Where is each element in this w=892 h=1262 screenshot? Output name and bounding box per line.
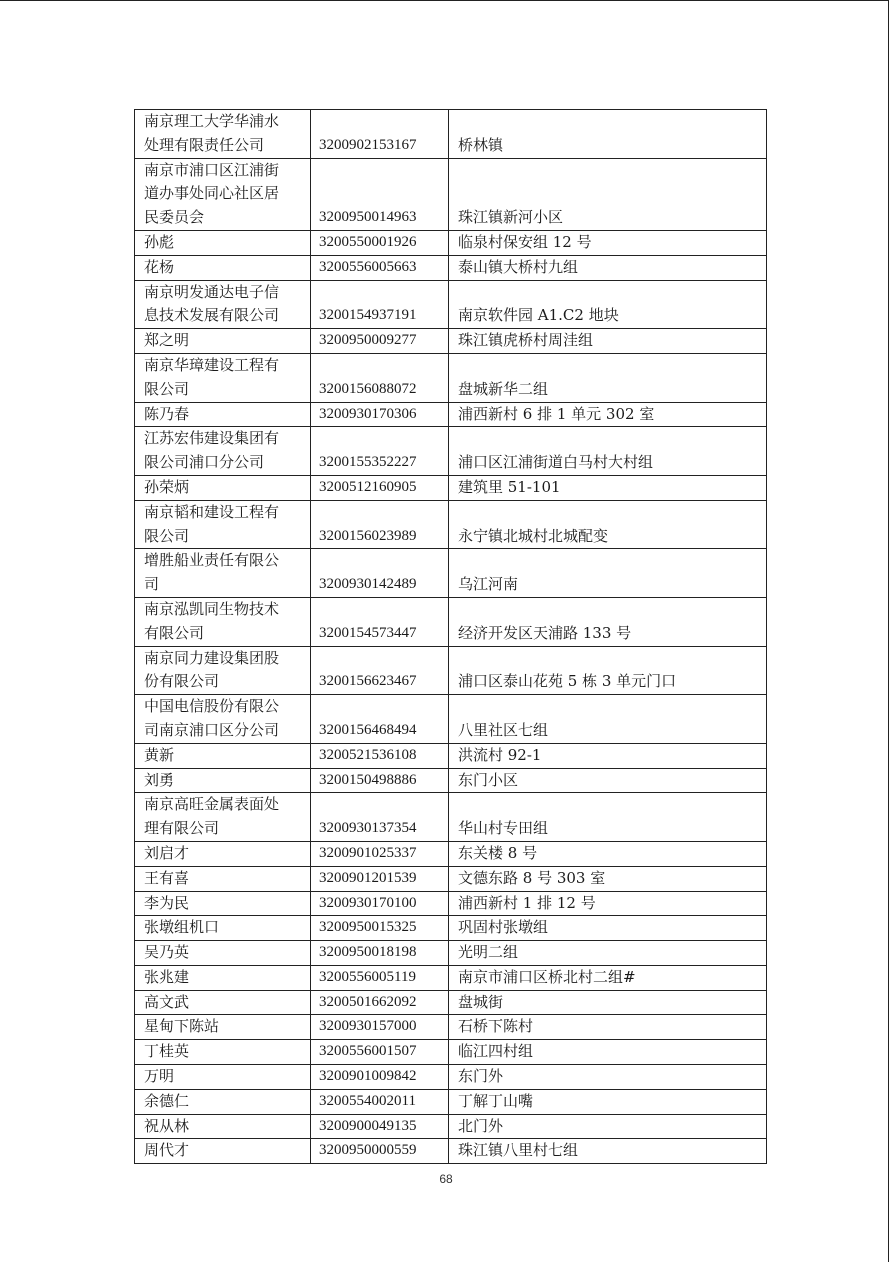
- address-cell: 浦口区泰山花苑 5 栋 3 单元门口: [449, 646, 767, 695]
- customer-name-cell: 刘勇: [135, 768, 311, 793]
- account-number-cell: 3200902153167: [311, 110, 449, 159]
- customer-name-cell: 王有喜: [135, 866, 311, 891]
- account-number-cell: 3200950018198: [311, 941, 449, 966]
- table-row: [135, 597, 767, 646]
- account-number-cell: 3200930170100: [311, 891, 449, 916]
- account-number-cell: 3200901201539: [311, 866, 449, 891]
- account-number-cell: 3200901009842: [311, 1065, 449, 1090]
- customer-name-cell: 黄新: [135, 743, 311, 768]
- account-number-cell: 3200501662092: [311, 990, 449, 1015]
- address-cell: 华山村专田组: [449, 793, 767, 842]
- customer-name-cell: 张兆建: [135, 965, 311, 990]
- table-row: [135, 965, 767, 990]
- table-row: [135, 353, 767, 402]
- table-row: [135, 427, 767, 476]
- address-cell: 珠江镇新河小区: [449, 158, 767, 230]
- address-cell: 浦西新村 6 排 1 单元 302 室: [449, 402, 767, 427]
- address-cell: 文德东路 8 号 303 室: [449, 866, 767, 891]
- address-cell: 八里社区七组: [449, 695, 767, 744]
- address-cell: 盘城新华二组: [449, 353, 767, 402]
- account-number-cell: 3200900049135: [311, 1114, 449, 1139]
- account-number-cell: 3200554002011: [311, 1089, 449, 1114]
- table-row: [135, 255, 767, 280]
- address-cell: 巩固村张墩组: [449, 916, 767, 941]
- account-number-cell: 3200950014963: [311, 158, 449, 230]
- table-row: [135, 768, 767, 793]
- account-number-cell: 3200930137354: [311, 793, 449, 842]
- address-cell: 临江四村组: [449, 1040, 767, 1065]
- address-cell: 浦西新村 1 排 12 号: [449, 891, 767, 916]
- table-row: [135, 402, 767, 427]
- account-number-cell: 3200930142489: [311, 549, 449, 598]
- table-row: [135, 646, 767, 695]
- account-number-cell: 3200156023989: [311, 500, 449, 549]
- account-number-cell: 3200521536108: [311, 743, 449, 768]
- table-row: [135, 793, 767, 842]
- account-number-cell: 3200154573447: [311, 597, 449, 646]
- address-cell: 盘城街: [449, 990, 767, 1015]
- address-cell: 乌江河南: [449, 549, 767, 598]
- table-row: [135, 866, 767, 891]
- address-cell: 石桥下陈村: [449, 1015, 767, 1040]
- account-number-cell: 3200150498886: [311, 768, 449, 793]
- table-row: [135, 1065, 767, 1090]
- account-number-cell: 3200556005119: [311, 965, 449, 990]
- table-row: [135, 230, 767, 255]
- customer-name-cell: 陈乃春: [135, 402, 311, 427]
- table-row: [135, 1139, 767, 1164]
- table-row: [135, 695, 767, 744]
- address-cell: 临泉村保安组 12 号: [449, 230, 767, 255]
- address-cell: 南京软件园 A1.C2 地块: [449, 280, 767, 329]
- table-row: [135, 990, 767, 1015]
- address-cell: 建筑里 51-101: [449, 475, 767, 500]
- table-row: [135, 916, 767, 941]
- customer-name-cell: 余德仁: [135, 1089, 311, 1114]
- table-row: [135, 743, 767, 768]
- address-cell: 东门小区: [449, 768, 767, 793]
- customer-name-cell: 星甸下陈站: [135, 1015, 311, 1040]
- address-cell: 东门外: [449, 1065, 767, 1090]
- account-number-cell: 3200950000559: [311, 1139, 449, 1164]
- customer-name-cell: 祝从林: [135, 1114, 311, 1139]
- address-cell: 经济开发区天浦路 133 号: [449, 597, 767, 646]
- account-number-cell: 3200950015325: [311, 916, 449, 941]
- table-row: [135, 1040, 767, 1065]
- account-number-cell: 3200156468494: [311, 695, 449, 744]
- customer-name-cell: 南京同力建设集团股 份有限公司: [135, 646, 311, 695]
- customer-name-cell: 南京韬和建设工程有 限公司: [135, 500, 311, 549]
- customer-name-cell: 南京华璋建设工程有 限公司: [135, 353, 311, 402]
- account-number-cell: 3200930157000: [311, 1015, 449, 1040]
- account-number-cell: 3200556001507: [311, 1040, 449, 1065]
- table-row: [135, 891, 767, 916]
- account-number-cell: 3200154937191: [311, 280, 449, 329]
- customer-name-cell: 江苏宏伟建设集团有 限公司浦口分公司: [135, 427, 311, 476]
- address-cell: 北门外: [449, 1114, 767, 1139]
- table-row: [135, 280, 767, 329]
- customer-name-cell: 刘启才: [135, 841, 311, 866]
- page-number: 68: [439, 1172, 453, 1186]
- table-row: [135, 158, 767, 230]
- account-number-cell: 3200550001926: [311, 230, 449, 255]
- address-cell: 浦口区江浦街道白马村大村组: [449, 427, 767, 476]
- table-row: [135, 1114, 767, 1139]
- table-row: [135, 475, 767, 500]
- account-number-cell: 3200156088072: [311, 353, 449, 402]
- customer-name-cell: 张墩组机口: [135, 916, 311, 941]
- table-row: [135, 500, 767, 549]
- table-row: [135, 941, 767, 966]
- address-cell: 珠江镇虎桥村周洼组: [449, 329, 767, 354]
- table-body: [135, 110, 767, 1164]
- address-cell: 珠江镇八里村七组: [449, 1139, 767, 1164]
- customer-name-cell: 南京理工大学华浦水 处理有限责任公司: [135, 110, 311, 159]
- customer-name-cell: 孙荣炳: [135, 475, 311, 500]
- table-row: [135, 841, 767, 866]
- account-number-cell: 3200155352227: [311, 427, 449, 476]
- customer-table: [134, 109, 767, 1164]
- table-row: [135, 1089, 767, 1114]
- customer-name-cell: 高文武: [135, 990, 311, 1015]
- address-cell: 丁解丁山嘴: [449, 1089, 767, 1114]
- table-row: [135, 549, 767, 598]
- account-number-cell: 3200512160905: [311, 475, 449, 500]
- account-number-cell: 3200930170306: [311, 402, 449, 427]
- account-number-cell: 3200156623467: [311, 646, 449, 695]
- customer-name-cell: 周代才: [135, 1139, 311, 1164]
- address-cell: 光明二组: [449, 941, 767, 966]
- customer-name-cell: 南京明发通达电子信 息技术发展有限公司: [135, 280, 311, 329]
- address-cell: 南京市浦口区桥北村二组#: [449, 965, 767, 990]
- customer-name-cell: 南京高旺金属表面处 理有限公司: [135, 793, 311, 842]
- table-row: [135, 1015, 767, 1040]
- customer-name-cell: 丁桂英: [135, 1040, 311, 1065]
- account-number-cell: 3200950009277: [311, 329, 449, 354]
- customer-name-cell: 中国电信股份有限公 司南京浦口区分公司: [135, 695, 311, 744]
- table-row: [135, 329, 767, 354]
- address-cell: 桥林镇: [449, 110, 767, 159]
- customer-name-cell: 郑之明: [135, 329, 311, 354]
- address-cell: 永宁镇北城村北城配变: [449, 500, 767, 549]
- table-row: [135, 110, 767, 159]
- account-number-cell: 3200556005663: [311, 255, 449, 280]
- address-cell: 东关楼 8 号: [449, 841, 767, 866]
- customer-name-cell: 南京泓凯同生物技术 有限公司: [135, 597, 311, 646]
- customer-name-cell: 李为民: [135, 891, 311, 916]
- address-cell: 泰山镇大桥村九组: [449, 255, 767, 280]
- customer-name-cell: 吴乃英: [135, 941, 311, 966]
- customer-name-cell: 万明: [135, 1065, 311, 1090]
- account-number-cell: 3200901025337: [311, 841, 449, 866]
- customer-name-cell: 花杨: [135, 255, 311, 280]
- address-cell: 洪流村 92-1: [449, 743, 767, 768]
- customer-name-cell: 孙彪: [135, 230, 311, 255]
- customer-name-cell: 增胜船业责任有限公 司: [135, 549, 311, 598]
- customer-name-cell: 南京市浦口区江浦街 道办事处同心社区居 民委员会: [135, 158, 311, 230]
